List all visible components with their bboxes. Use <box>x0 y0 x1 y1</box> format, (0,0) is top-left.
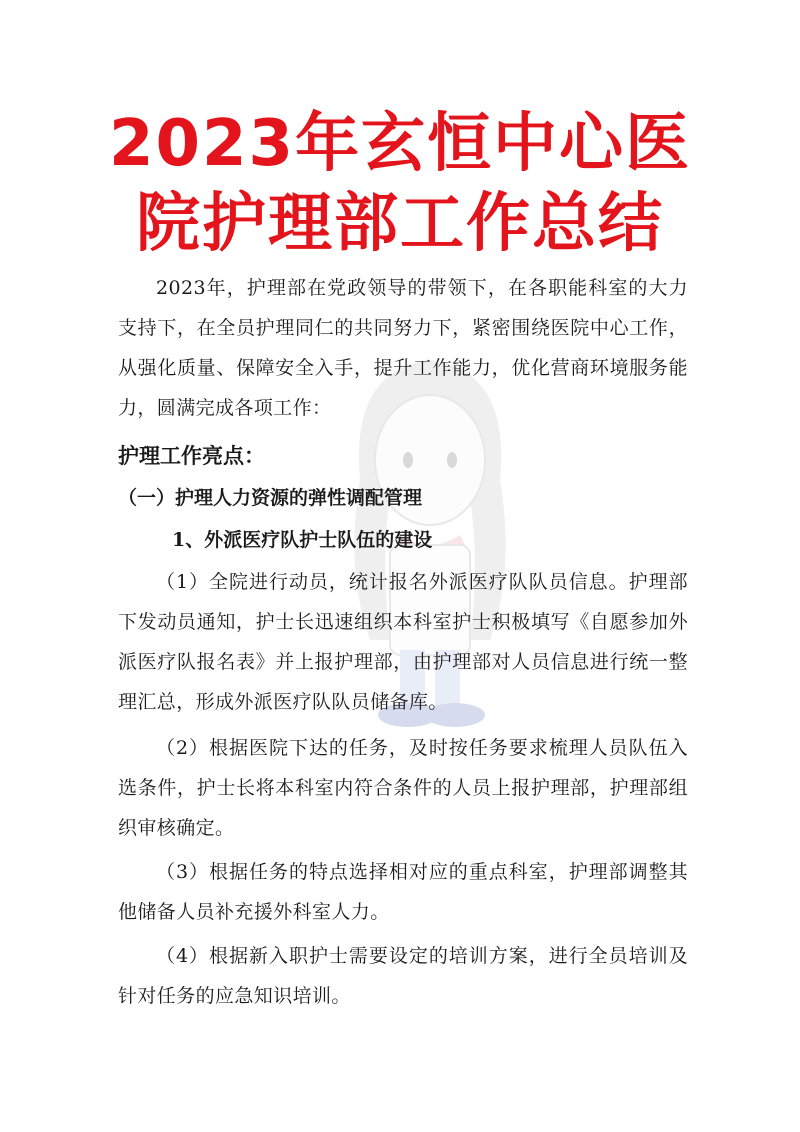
document-title-line-1: 2023年玄恒中心医 <box>108 107 692 181</box>
intro-paragraph: 2023年，护理部在党政领导的带领下，在各职能科室的大力支持下，在全员护理同仁的共同努力下，紧密围绕医院中心工作，从强化质量、保障安全入手，提升工作能力，优化营商环境服务能力，圆满完成各项工作： <box>118 277 688 419</box>
item-heading: 1、外派医疗队护士队伍的建设 <box>172 529 433 551</box>
document-title-line-2: 院护理部工作总结 <box>136 187 664 261</box>
paragraph-3: （3）根据任务的特点选择相对应的重点科室，护理部调整其他储备人员补充援外科室人力。 <box>118 861 688 923</box>
paragraph-4: （4）根据新入职护士需要设定的培训方案，进行全员培训及针对任务的应急知识培训。 <box>118 945 688 1007</box>
paragraph-1: （1）全院进行动员，统计报名外派医疗队队员信息。护理部下发动员通知，护士长迅速组织本科室护士积极填写《自愿参加外派医疗队报名表》并上报护理部，由护理部对人员信息进行统一整理汇总，形成外派医疗队队员储备库。 <box>118 571 688 713</box>
section-heading: 护理工作亮点： <box>118 443 265 468</box>
subsection-heading: （一）护理人力资源的弹性调配管理 <box>118 487 423 509</box>
paragraph-2: （2）根据医院下达的任务，及时按任务要求梳理人员队伍入选条件，护士长将本科室内符合条件的人员上报护理部，护理部组织审核确定。 <box>118 737 688 839</box>
